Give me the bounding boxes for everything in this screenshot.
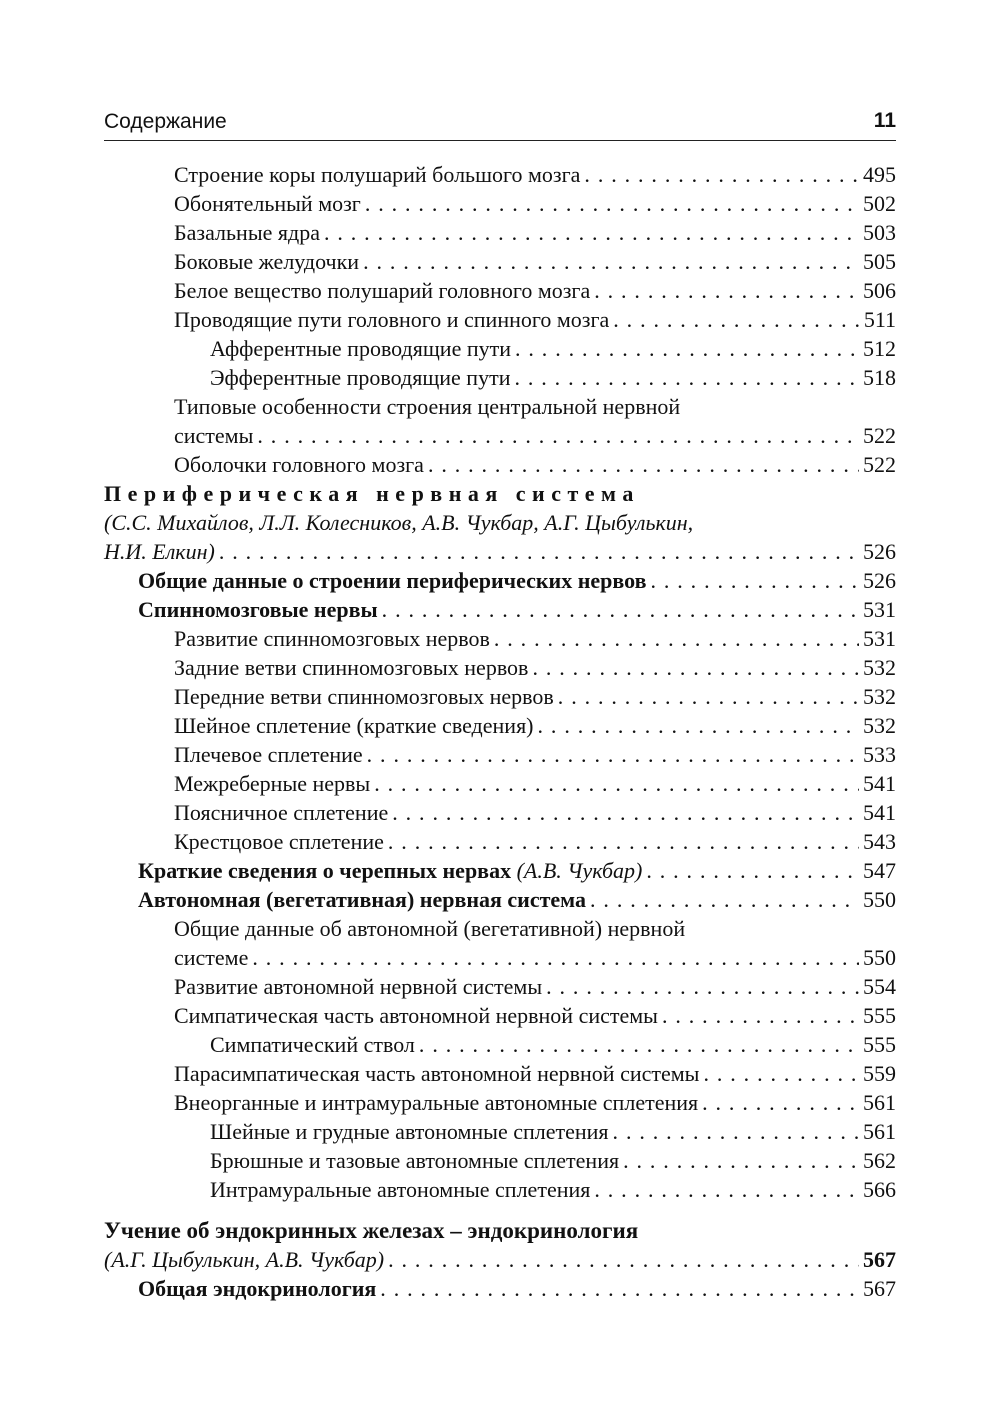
header-page-number: 11 bbox=[873, 109, 896, 132]
section-authors-continued: Н.И. Елкин) bbox=[104, 539, 215, 564]
dot-leader bbox=[252, 943, 859, 972]
toc-entry[interactable] bbox=[104, 218, 896, 247]
dot-leader bbox=[494, 624, 859, 653]
toc-entry-title: Внеорганные и интрамуральные автономные сплетения bbox=[174, 1090, 699, 1115]
dot-leader bbox=[662, 1001, 859, 1030]
toc-entry[interactable] bbox=[104, 1245, 896, 1274]
toc-entry[interactable] bbox=[104, 682, 896, 711]
dot-leader bbox=[365, 189, 859, 218]
toc-entry-title: Проводящие пути головного и спинного мозга bbox=[174, 307, 610, 332]
toc-entry-title: Поясничное сплетение bbox=[174, 800, 389, 825]
toc-entry-title: Автономная (вегетативная) нервная система bbox=[138, 887, 587, 912]
toc-entry-page: 533 bbox=[863, 742, 896, 767]
dot-leader bbox=[623, 1146, 859, 1175]
dot-leader bbox=[646, 856, 859, 885]
toc-entry-author: (А.В. Чукбар) bbox=[516, 858, 643, 883]
toc-entry[interactable] bbox=[104, 856, 896, 885]
toc-entry[interactable] bbox=[104, 1175, 896, 1204]
toc-entry-title: Симпатическая часть автономной нервной системы bbox=[174, 1003, 658, 1028]
dot-leader bbox=[324, 218, 859, 247]
toc-entry-page: 561 bbox=[863, 1090, 896, 1115]
toc-entry-page: 559 bbox=[863, 1061, 896, 1086]
toc-entry-line[interactable] bbox=[104, 914, 896, 943]
toc-entry-page: 555 bbox=[863, 1003, 896, 1028]
toc-entry-page: 505 bbox=[863, 249, 896, 274]
running-header bbox=[104, 108, 896, 141]
toc-entry-title: Оболочки головного мозга bbox=[174, 452, 424, 477]
toc-entry-page: 526 bbox=[863, 568, 896, 593]
toc-entry-title: Задние ветви спинномозговых нервов bbox=[174, 655, 529, 680]
toc-entry[interactable] bbox=[104, 247, 896, 276]
dot-leader bbox=[532, 653, 859, 682]
toc-entry-title: Строение коры полушарий большого мозга bbox=[174, 162, 581, 187]
toc-entry-title: Общие данные о строении периферических нервов bbox=[138, 568, 647, 593]
toc-entry[interactable] bbox=[104, 421, 896, 450]
dot-leader bbox=[257, 421, 859, 450]
toc-entry[interactable] bbox=[104, 160, 896, 189]
table-of-contents bbox=[104, 160, 896, 1303]
toc-entry-title: Белое вещество полушарий головного мозга bbox=[174, 278, 591, 303]
dot-leader bbox=[380, 1274, 859, 1303]
dot-leader bbox=[392, 798, 859, 827]
dot-leader bbox=[388, 827, 859, 856]
toc-entry[interactable] bbox=[104, 595, 896, 624]
toc-entry-page: 561 bbox=[863, 1119, 896, 1144]
toc-entry-title: Интрамуральные автономные сплетения bbox=[210, 1177, 591, 1202]
dot-leader bbox=[367, 740, 859, 769]
dot-leader bbox=[388, 1245, 859, 1274]
toc-entry-title-continued: системе bbox=[174, 945, 249, 970]
toc-entry-page: 550 bbox=[863, 945, 896, 970]
toc-entry-title: Брюшные и тазовые автономные сплетения bbox=[210, 1148, 620, 1173]
toc-entry[interactable] bbox=[104, 1030, 896, 1059]
dot-leader bbox=[702, 1088, 859, 1117]
toc-entry-title: Общие данные об автономной (вегетативной) нервной bbox=[174, 916, 686, 941]
toc-entry-title: Парасимпатическая часть автономной нервной системы bbox=[174, 1061, 700, 1086]
toc-entry-page: 531 bbox=[863, 597, 896, 622]
toc-entry-page: 550 bbox=[863, 887, 896, 912]
toc-entry-page: 532 bbox=[863, 655, 896, 680]
toc-entry[interactable] bbox=[104, 363, 896, 392]
toc-entry-title: Общая эндокринология bbox=[138, 1276, 377, 1301]
toc-entry-page: 567 bbox=[863, 1247, 896, 1272]
dot-leader bbox=[590, 885, 859, 914]
dot-leader bbox=[558, 682, 859, 711]
toc-section-authors bbox=[104, 508, 896, 537]
toc-entry[interactable] bbox=[104, 537, 896, 566]
toc-entry[interactable] bbox=[104, 566, 896, 595]
toc-entry[interactable] bbox=[104, 653, 896, 682]
toc-entry[interactable] bbox=[104, 1001, 896, 1030]
toc-section-heading[interactable] bbox=[104, 1216, 896, 1245]
toc-entry[interactable] bbox=[104, 885, 896, 914]
toc-entry-page: 554 bbox=[863, 974, 896, 999]
dot-leader bbox=[538, 711, 859, 740]
toc-entry-title: Шейные и грудные автономные сплетения bbox=[210, 1119, 609, 1144]
dot-leader bbox=[613, 305, 860, 334]
toc-entry-page: 511 bbox=[863, 307, 896, 332]
toc-entry[interactable] bbox=[104, 711, 896, 740]
toc-entry-page: 531 bbox=[863, 626, 896, 651]
toc-entry[interactable] bbox=[104, 276, 896, 305]
toc-entry[interactable] bbox=[104, 769, 896, 798]
toc-entry[interactable] bbox=[104, 334, 896, 363]
toc-entry-page: 562 bbox=[863, 1148, 896, 1173]
toc-entry-page: 541 bbox=[863, 771, 896, 796]
toc-entry-title: Боковые желудочки bbox=[174, 249, 360, 274]
section-authors: (С.С. Михайлов, Л.Л. Колесников, А.В. Чукбар, А.Г. Цыбулькин, bbox=[104, 510, 694, 535]
toc-entry-page: 532 bbox=[863, 684, 896, 709]
toc-entry-page: 495 bbox=[863, 162, 896, 187]
toc-entry-title: Развитие автономной нервной системы bbox=[174, 974, 543, 999]
toc-entry-page: 522 bbox=[863, 452, 896, 477]
toc-entry-title: Передние ветви спинномозговых нервов bbox=[174, 684, 554, 709]
toc-entry-title: Афферентные проводящие пути bbox=[210, 336, 511, 361]
toc-entry-title: Спинномозговые нервы bbox=[138, 597, 378, 622]
toc-entry-title-group bbox=[138, 856, 642, 885]
section-title: Учение об эндокринных железах – эндокринология bbox=[104, 1218, 639, 1243]
toc-entry[interactable] bbox=[104, 827, 896, 856]
toc-entry-page: 543 bbox=[863, 829, 896, 854]
toc-entry-page: 502 bbox=[863, 191, 896, 216]
toc-entry-title: Базальные ядра bbox=[174, 220, 320, 245]
section-authors: (А.Г. Цыбулькин, А.В. Чукбар) bbox=[104, 1247, 385, 1272]
toc-entry[interactable] bbox=[104, 305, 896, 334]
dot-leader bbox=[419, 1030, 859, 1059]
toc-entry[interactable] bbox=[104, 972, 896, 1001]
toc-entry-title: Симпатический ствол bbox=[210, 1032, 415, 1057]
toc-entry-page: 512 bbox=[863, 336, 896, 361]
toc-section-heading[interactable] bbox=[104, 479, 896, 508]
dot-leader bbox=[219, 537, 859, 566]
toc-entry-title: Обонятельный мозг bbox=[174, 191, 361, 216]
toc-entry-title: Крестцовое сплетение bbox=[174, 829, 384, 854]
toc-entry-title: Краткие сведения о черепных нервах bbox=[138, 858, 512, 883]
toc-entry-page: 503 bbox=[863, 220, 896, 245]
toc-entry-page: 506 bbox=[863, 278, 896, 303]
toc-entry-title: Эфферентные проводящие пути bbox=[210, 365, 511, 390]
dot-leader bbox=[363, 247, 859, 276]
section-gap bbox=[104, 1204, 896, 1216]
toc-entry[interactable] bbox=[104, 624, 896, 653]
toc-entry-line[interactable] bbox=[104, 392, 896, 421]
toc-entry-title: Межреберные нервы bbox=[174, 771, 371, 796]
toc-entry[interactable] bbox=[104, 189, 896, 218]
dot-leader bbox=[515, 334, 859, 363]
toc-entry-title: Шейное сплетение (краткие сведения) bbox=[174, 713, 534, 738]
toc-entry-title: Развитие спинномозговых нервов bbox=[174, 626, 490, 651]
dot-leader bbox=[382, 595, 859, 624]
toc-entry[interactable] bbox=[104, 1146, 896, 1175]
toc-entry-title: Плечевое сплетение bbox=[174, 742, 363, 767]
dot-leader bbox=[428, 450, 859, 479]
dot-leader bbox=[703, 1059, 859, 1088]
toc-entry-page: 526 bbox=[863, 539, 896, 564]
toc-entry-page: 567 bbox=[863, 1276, 896, 1301]
toc-entry-page: 518 bbox=[863, 365, 896, 390]
toc-entry-title-continued: системы bbox=[174, 423, 254, 448]
toc-entry-title: Типовые особенности строения центральной нервной bbox=[174, 394, 681, 419]
toc-entry-page: 555 bbox=[863, 1032, 896, 1057]
dot-leader bbox=[514, 363, 859, 392]
toc-entry[interactable] bbox=[104, 1274, 896, 1303]
toc-entry[interactable] bbox=[104, 943, 896, 972]
toc-entry[interactable] bbox=[104, 1088, 896, 1117]
dot-leader bbox=[584, 160, 859, 189]
dot-leader bbox=[374, 769, 859, 798]
dot-leader bbox=[546, 972, 859, 1001]
section-title: Периферическая нервная система bbox=[104, 481, 640, 506]
dot-leader bbox=[650, 566, 859, 595]
toc-entry-page: 566 bbox=[863, 1177, 896, 1202]
toc-entry[interactable] bbox=[104, 1059, 896, 1088]
toc-entry[interactable] bbox=[104, 450, 896, 479]
toc-entry[interactable] bbox=[104, 798, 896, 827]
toc-entry-page: 541 bbox=[863, 800, 896, 825]
dot-leader bbox=[613, 1117, 859, 1146]
toc-entry-page: 522 bbox=[863, 423, 896, 448]
toc-entry-page: 547 bbox=[863, 858, 896, 883]
toc-entry-page: 532 bbox=[863, 713, 896, 738]
toc-entry[interactable] bbox=[104, 740, 896, 769]
toc-entry[interactable] bbox=[104, 1117, 896, 1146]
header-title: Содержание bbox=[104, 110, 227, 133]
dot-leader bbox=[594, 1175, 859, 1204]
dot-leader bbox=[594, 276, 859, 305]
